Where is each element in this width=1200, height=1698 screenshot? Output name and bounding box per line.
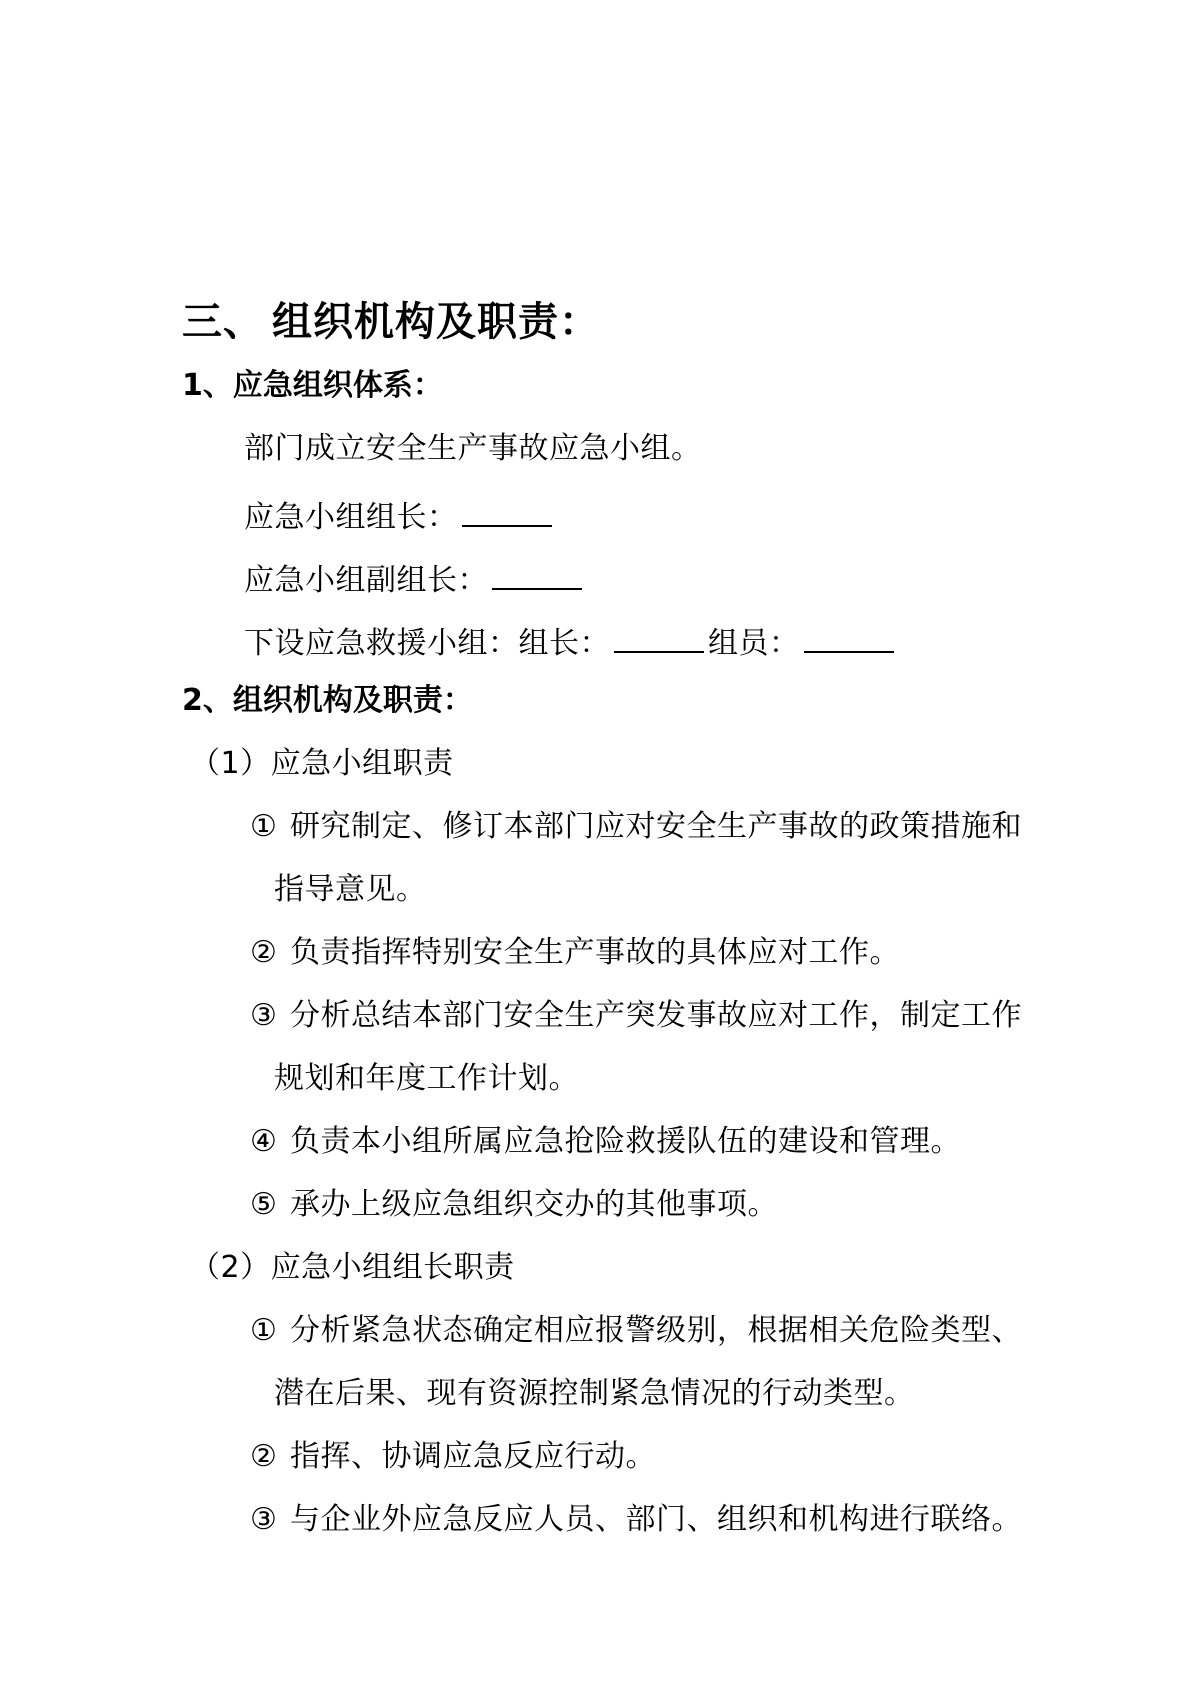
deputy-line bbox=[244, 560, 582, 596]
item-text: 分析总结本部门安全生产突发事故应对工作，制定工作 bbox=[290, 998, 1022, 1033]
item-text: 研究制定、修订本部门应对安全生产事故的政策措施和 bbox=[290, 809, 1022, 844]
item-text: 负责指挥特别安全生产事故的具体应对工作。 bbox=[290, 935, 900, 970]
deputy-label: 应急小组副组长： bbox=[244, 563, 488, 598]
rescue-line bbox=[244, 623, 894, 659]
duties1-item-3-cont: 规划和年度工作计划。 bbox=[274, 1061, 579, 1096]
item-number: ④ bbox=[250, 1124, 278, 1159]
item-number: ① bbox=[250, 1313, 278, 1348]
duties2-item-2 bbox=[250, 1439, 656, 1474]
duties2-item-3 bbox=[250, 1502, 1022, 1537]
duties1-item-3 bbox=[250, 998, 1022, 1033]
org-intro: 部门成立安全生产事故应急小组。 bbox=[244, 431, 702, 466]
section-title: 组织机构及职责： bbox=[272, 299, 600, 345]
item-text: 与企业外应急反应人员、部门、组织和机构进行联络。 bbox=[290, 1502, 1022, 1537]
item-number: ① bbox=[250, 809, 278, 844]
item-number: ② bbox=[250, 1439, 278, 1474]
item-text: 指挥、协调应急反应行动。 bbox=[290, 1439, 656, 1474]
duties1-item-4 bbox=[250, 1124, 961, 1159]
section-heading bbox=[182, 299, 600, 345]
leader-label: 应急小组组长： bbox=[244, 500, 458, 535]
member-label: 组员： bbox=[708, 626, 800, 661]
deputy-blank bbox=[492, 560, 582, 590]
rescue-leader-blank bbox=[614, 623, 704, 653]
duties1-item-2 bbox=[250, 935, 900, 970]
rescue-label: 下设应急救援小组：组长： bbox=[244, 626, 610, 661]
item-number: ② bbox=[250, 935, 278, 970]
section-number: 三、 bbox=[182, 299, 264, 345]
leader-blank bbox=[462, 497, 552, 527]
duties2-title: （2）应急小组组长职责 bbox=[190, 1250, 515, 1285]
duties2-item-1-cont: 潜在后果、现有资源控制紧急情况的行动类型。 bbox=[274, 1376, 915, 1411]
duties2-item-1 bbox=[250, 1313, 1022, 1348]
member-blank bbox=[804, 623, 894, 653]
leader-line bbox=[244, 497, 552, 533]
duties1-item-1-cont: 指导意见。 bbox=[274, 872, 427, 907]
item-text: 分析紧急状态确定相应报警级别，根据相关危险类型、 bbox=[290, 1313, 1022, 1348]
duties1-title: （1）应急小组职责 bbox=[190, 746, 454, 781]
subsection-heading-2: 2、组织机构及职责： bbox=[182, 683, 473, 718]
item-text: 负责本小组所属应急抢险救援队伍的建设和管理。 bbox=[290, 1124, 961, 1159]
duties1-item-5 bbox=[250, 1187, 778, 1222]
duties1-item-1 bbox=[250, 809, 1022, 844]
subsection-heading-1: 1、应急组织体系： bbox=[182, 368, 443, 403]
item-number: ⑤ bbox=[250, 1187, 278, 1222]
item-text: 承办上级应急组织交办的其他事项。 bbox=[290, 1187, 778, 1222]
item-number: ③ bbox=[250, 998, 278, 1033]
item-number: ③ bbox=[250, 1502, 278, 1537]
